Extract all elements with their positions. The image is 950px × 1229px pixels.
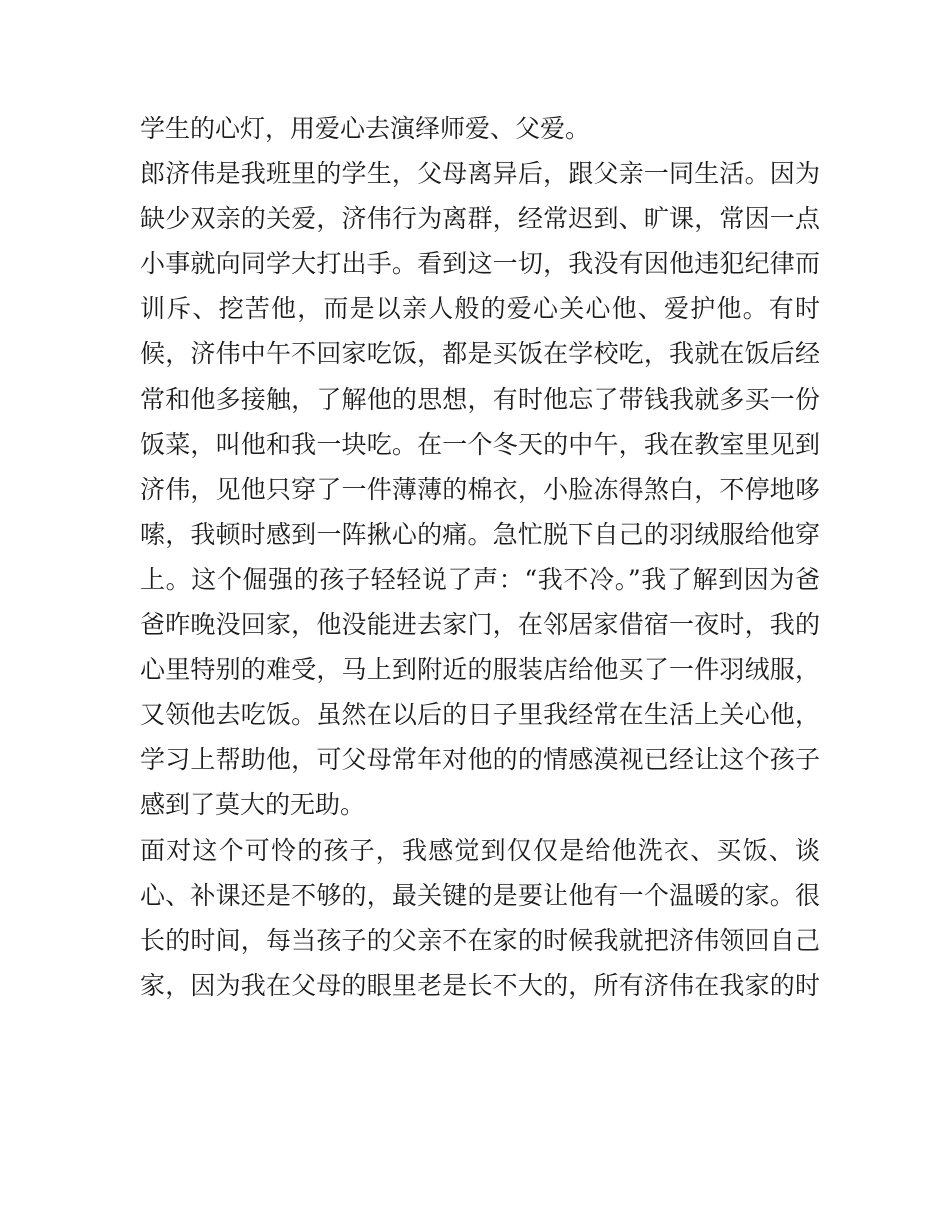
- body-text: [140, 106, 820, 1008]
- text-line: 候，济伟中午不回家吃饭，都是买饭在学校吃，我就在饭后经: [140, 339, 820, 369]
- text-line: 心、补课还是不够的，最关键的是要让他有一个温暖的家。很: [140, 880, 820, 910]
- text-line: 又领他去吃饭。虽然在以后的日子里我经常在生活上关心他，: [140, 700, 820, 730]
- text-line: 饭菜，叫他和我一块吃。在一个冬天的中午，我在教室里见到: [140, 429, 820, 459]
- text-line: 家，因为我在父母的眼里老是长不大的，所有济伟在我家的时: [140, 970, 820, 1000]
- text-line: 长的时间，每当孩子的父亲不在家的时候我就把济伟领回自己: [140, 925, 820, 955]
- text-line: 济伟，见他只穿了一件薄薄的棉衣，小脸冻得煞白，不停地哆: [140, 474, 820, 504]
- text-line: 常和他多接触，了解他的思想，有时他忘了带钱我就多买一份: [140, 384, 820, 414]
- text-line: 训斥、挖苦他，而是以亲人般的爱心关心他、爱护他。有时: [140, 294, 820, 324]
- text-line: 面对这个可怜的孩子，我感觉到仅仅是给他洗衣、买饭、谈: [140, 835, 820, 865]
- text-line: 上。这个倔强的孩子轻轻说了声：“我不冷。”我了解到因为爸: [140, 564, 820, 594]
- text-line: 学习上帮助他，可父母常年对他的的情感漠视已经让这个孩子: [140, 745, 820, 775]
- text-line: 学生的心灯，用爱心去演绎师爱、父爱。: [140, 114, 591, 143]
- text-line: 心里特别的难受，马上到附近的服装店给他买了一件羽绒服，: [140, 655, 820, 685]
- text-line: 缺少双亲的关爱，济伟行为离群，经常迟到、旷课，常因一点: [140, 204, 820, 234]
- text-line: 郎济伟是我班里的学生，父母离异后，跟父亲一同生活。因为: [140, 159, 820, 189]
- text-line: 爸昨晚没回家，他没能进去家门，在邻居家借宿一夜时，我的: [140, 610, 820, 640]
- text-line: 小事就向同学大打出手。看到这一切，我没有因他违犯纪律而: [140, 249, 820, 279]
- text-line: 感到了莫大的无助。: [140, 790, 366, 820]
- text-line: 嗦，我顿时感到一阵揪心的痛。急忙脱下自己的羽绒服给他穿: [140, 519, 820, 549]
